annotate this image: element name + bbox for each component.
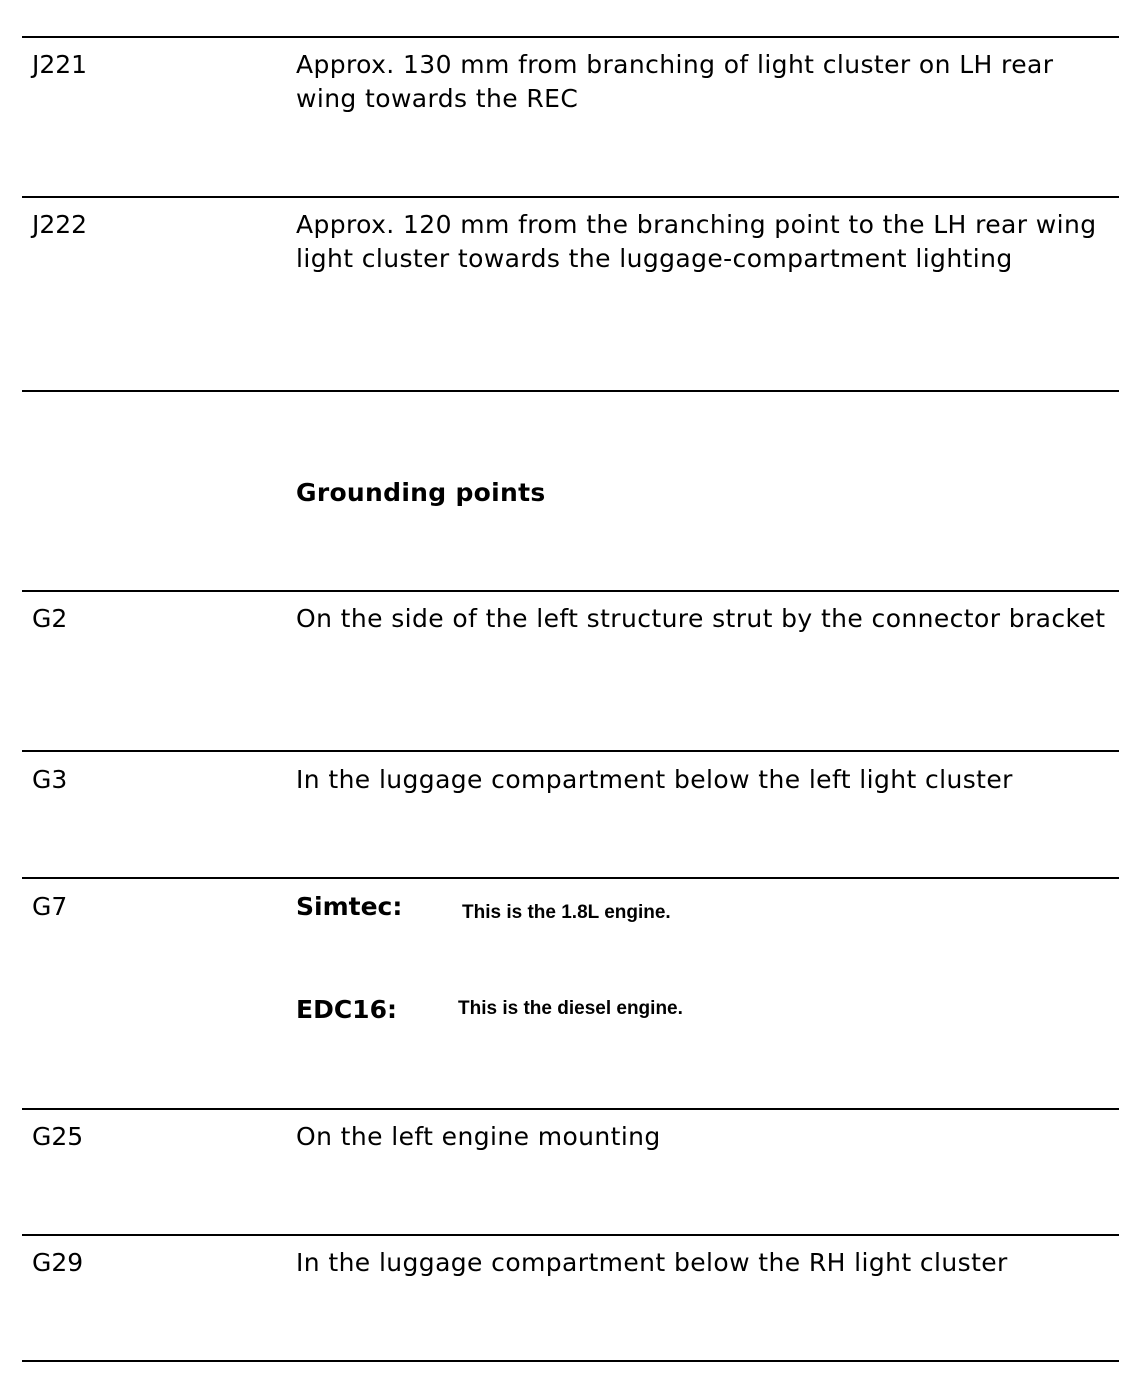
engine-note-simtec: This is the 1.8L engine. [462, 902, 671, 923]
row-description-j221: Approx. 130 mm from branching of light cluster on LH rear wing towards the REC [296, 50, 1054, 113]
engine-label-simtec: Simtec: [296, 892, 403, 921]
row-description-g2: On the side of the left structure strut by the connector bracket [296, 604, 1106, 633]
table-rule [22, 590, 1119, 592]
row-code-j221: J221 [32, 50, 88, 79]
table-rule [22, 390, 1119, 392]
table-rule [22, 1234, 1119, 1236]
engine-note-edc16: This is the diesel engine. [458, 998, 683, 1019]
section-heading: Grounding points [296, 478, 546, 507]
row-code-g29: G29 [32, 1248, 84, 1277]
table-rule [22, 877, 1119, 879]
engine-label-edc16: EDC16: [296, 995, 397, 1024]
table-rule [22, 36, 1119, 38]
row-code-g2: G2 [32, 604, 68, 633]
row-description-g3: In the luggage compartment below the left light cluster [296, 765, 1013, 794]
table-rule [22, 196, 1119, 198]
table-rule [22, 1108, 1119, 1110]
row-code-g7: G7 [32, 892, 68, 921]
row-code-g3: G3 [32, 765, 68, 794]
table-rule [22, 1360, 1119, 1362]
row-description-j222: Approx. 120 mm from the branching point to the LH rear wing light cluster towards the luggage-compartment lighting [296, 210, 1097, 273]
row-description-g25: On the left engine mounting [296, 1122, 661, 1151]
row-code-j222: J222 [32, 210, 88, 239]
row-description-g29: In the luggage compartment below the RH light cluster [296, 1248, 1008, 1277]
table-rule [22, 750, 1119, 752]
row-code-g25: G25 [32, 1122, 84, 1151]
